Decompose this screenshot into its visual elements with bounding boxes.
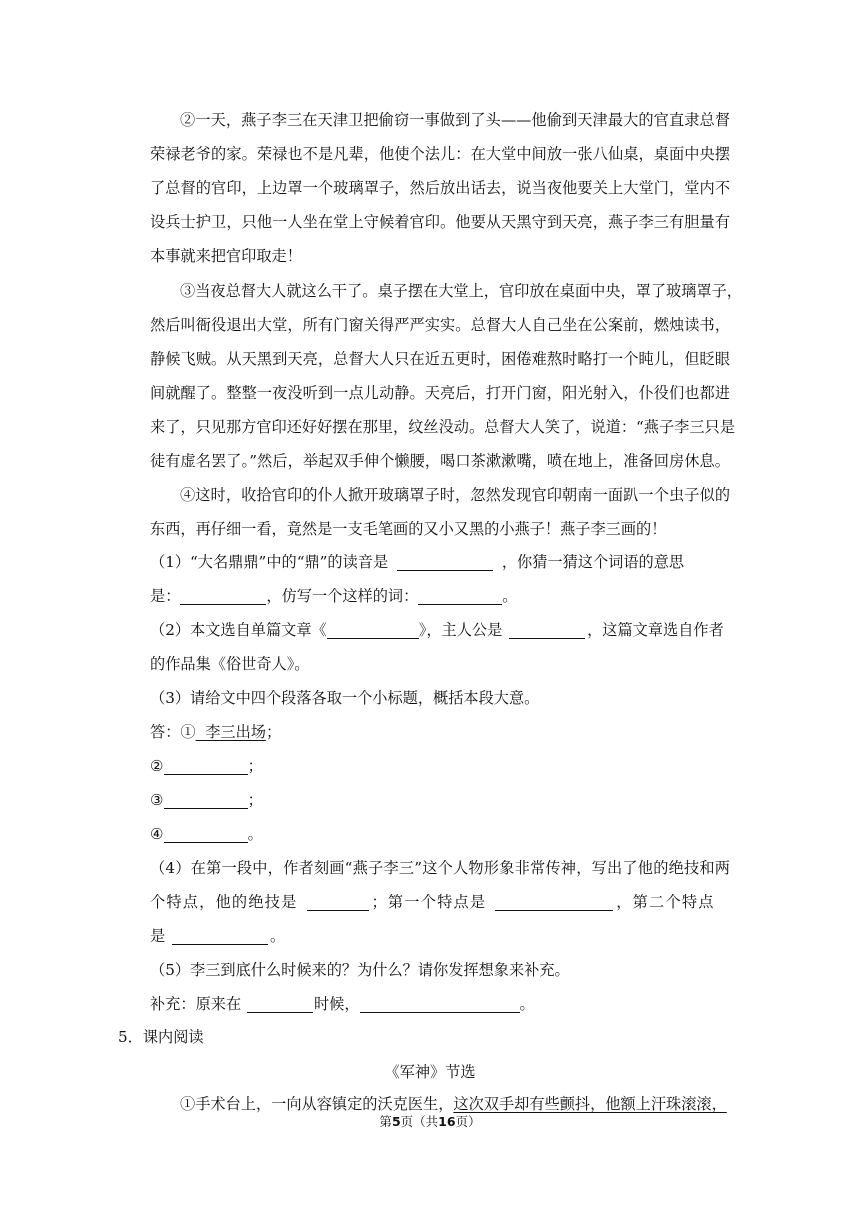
section-5-heading: [118, 1027, 204, 1047]
question-4-line-2: [150, 892, 730, 912]
answer-line-1: [150, 722, 730, 742]
question-4-text-b1: 个特点，他的绝技是: [150, 893, 298, 911]
paragraph-3-line-2: 然后叫衙役退出大堂，所有门窗关得严严实实。总督大人自己坐在公案前，燃烛读书，: [150, 316, 730, 334]
question-2-text-a: （2）本文选自单篇文章《: [150, 621, 327, 639]
answer-1-text: 李三出场: [195, 723, 266, 741]
paragraph-3-line-4: 间就醒了。整整一夜没听到一点儿动静。天亮后，打开门窗，阳光射入，仆役们也都进: [150, 384, 730, 402]
footer-total-pages: 16: [438, 1114, 456, 1129]
question-2-text-c: ，这篇文章选自作者: [587, 621, 724, 639]
answer-line-3: [150, 790, 730, 810]
question-5-fill-c: 。: [519, 995, 535, 1013]
answer-4-marker: ④: [150, 825, 164, 843]
answer-blank-when[interactable]: [247, 996, 313, 1013]
footer-suffix: 页）: [455, 1114, 481, 1129]
answer-1-end: ；: [265, 723, 282, 741]
footer-prefix: 第: [379, 1114, 392, 1129]
answer-blank-skill[interactable]: [307, 894, 369, 911]
question-2-line-2: 的作品集《俗世奇人》。: [150, 655, 310, 673]
question-2-line-1: [150, 620, 730, 640]
question-5-fill-a: 补充：原来在: [150, 995, 242, 1013]
question-5-fill-line: [150, 994, 730, 1014]
section-5-title: 《军神》节选: [384, 1063, 476, 1081]
answer-blank-why[interactable]: [360, 996, 520, 1013]
section-5-label: 课内阅读: [142, 1028, 204, 1046]
answer-2-end: ；: [247, 757, 263, 775]
footer-page-number: 5: [391, 1114, 401, 1129]
answer-blank-similar-word[interactable]: [418, 588, 502, 605]
answer-2-marker: ②: [150, 757, 164, 775]
question-2-text-b: 》，主人公是: [418, 621, 503, 639]
question-4-text-c2: 。: [270, 927, 286, 945]
question-4-text-b2: ；第一个特点是: [371, 893, 487, 911]
paragraph-3-line-3: 静候飞贼。从天黑到天亮，总督大人只在近五更时，困倦难熬时略打一个盹儿，但眨眼: [150, 350, 730, 368]
question-3-line: （3）请给文中四个段落各取一个小标题，概括本段大意。: [150, 689, 540, 707]
question-4-text-c1: 是: [150, 927, 166, 945]
answer-blank-meaning[interactable]: [180, 588, 266, 605]
section-5-line-1-underlined: 这次双手却有些颤抖，他额上汗珠滚滚，: [453, 1095, 727, 1113]
question-1-text-d: ，仿写一个这样的词：: [266, 587, 419, 605]
question-1-line-1: [150, 552, 730, 572]
answer-4-end: 。: [247, 825, 263, 843]
paragraph-3-line-5: 来了，只见那方官印还好好摆在那里，纹丝没动。总督大人笑了，说道：“燕子李三只是: [150, 418, 735, 436]
question-5-line: （5）李三到底什么时候来的？为什么？请你发挥想象来补充。: [150, 961, 570, 979]
answer-blank-2[interactable]: [164, 758, 248, 775]
section-5-number: 5．: [118, 1028, 143, 1046]
question-4-line-3: [150, 926, 730, 946]
answer-line-4: [150, 824, 730, 844]
question-4-line-1: （4）在第一段中，作者刻画“燕子李三”这个人物形象非常传神，写出了他的绝技和两: [150, 859, 730, 877]
paragraph-2-line-3: 了总督的官印，上边罩一个玻璃罩子，然后放出话去，说当夜他要关上大堂门，堂内不: [150, 179, 730, 197]
paragraph-3-line-1: ③当夜总督大人就这么干了。桌子摆在大堂上，官印放在桌面中央，罩了玻璃罩子，: [180, 282, 742, 300]
answer-3-marker: ③: [150, 791, 164, 809]
footer-middle: 页（共: [400, 1114, 439, 1129]
answer-blank-trait-2[interactable]: [172, 928, 268, 945]
question-5-fill-b: 时候，: [313, 995, 360, 1013]
paragraph-2-line-1: ②一天，燕子李三在天津卫把偷窃一事做到了头——他偷到天津最大的官直隶总督: [180, 111, 730, 129]
question-1-text-e: 。: [502, 587, 518, 605]
paragraph-2-line-4: 设兵士护卫，只他一人坐在堂上守候着官印。他要从天黑守到天亮，燕子李三有胆量有: [150, 213, 730, 231]
paragraph-2-line-5: 本事就来把官印取走！: [150, 247, 302, 265]
answer-blank-trait-1[interactable]: [495, 894, 613, 911]
answer-3-end: ；: [247, 791, 263, 809]
answer-line-2: [150, 756, 730, 776]
answer-blank-article-title[interactable]: [327, 622, 419, 639]
question-1-text-c: 是：: [150, 587, 181, 605]
answer-blank-4[interactable]: [164, 826, 248, 843]
question-4-text-b3: ，第二个特点: [616, 893, 715, 911]
question-1-line-2: [150, 586, 730, 606]
question-1-text-a: （1）“大名鼎鼎”中的“鼎”的读音是: [150, 553, 389, 571]
paragraph-4-line-1: ④这时，收拾官印的仆人掀开玻璃罩子时，忽然发现官印朝南一面趴一个虫子似的: [180, 486, 730, 504]
section-5-line-1: [180, 1094, 730, 1114]
paragraph-3-line-6: 徒有虚名罢了。”然后，举起双手伸个懒腰，喝口茶漱漱嘴，喷在地上，准备回房休息。: [150, 452, 730, 470]
paragraph-4-line-2: 东西，再仔细一看，竟然是一支毛笔画的又小又黑的小燕子！燕子李三画的！: [150, 520, 667, 538]
answer-blank-protagonist[interactable]: [509, 622, 585, 639]
question-1-text-b: ，你猜一猜这个词语的意思: [501, 553, 685, 571]
section-5-line-1-plain: ①手术台上，一向从容镇定的沃克医生，: [180, 1095, 454, 1113]
answer-label: 答：①: [150, 723, 196, 741]
answer-blank-reading[interactable]: [397, 554, 493, 571]
paragraph-2-line-2: 荣禄老爷的家。荣禄也不是凡辈，他使个法儿：在大堂中间放一张八仙桌，桌面中央摆: [150, 145, 730, 163]
page-footer: [0, 1114, 860, 1130]
answer-blank-3[interactable]: [164, 792, 248, 809]
